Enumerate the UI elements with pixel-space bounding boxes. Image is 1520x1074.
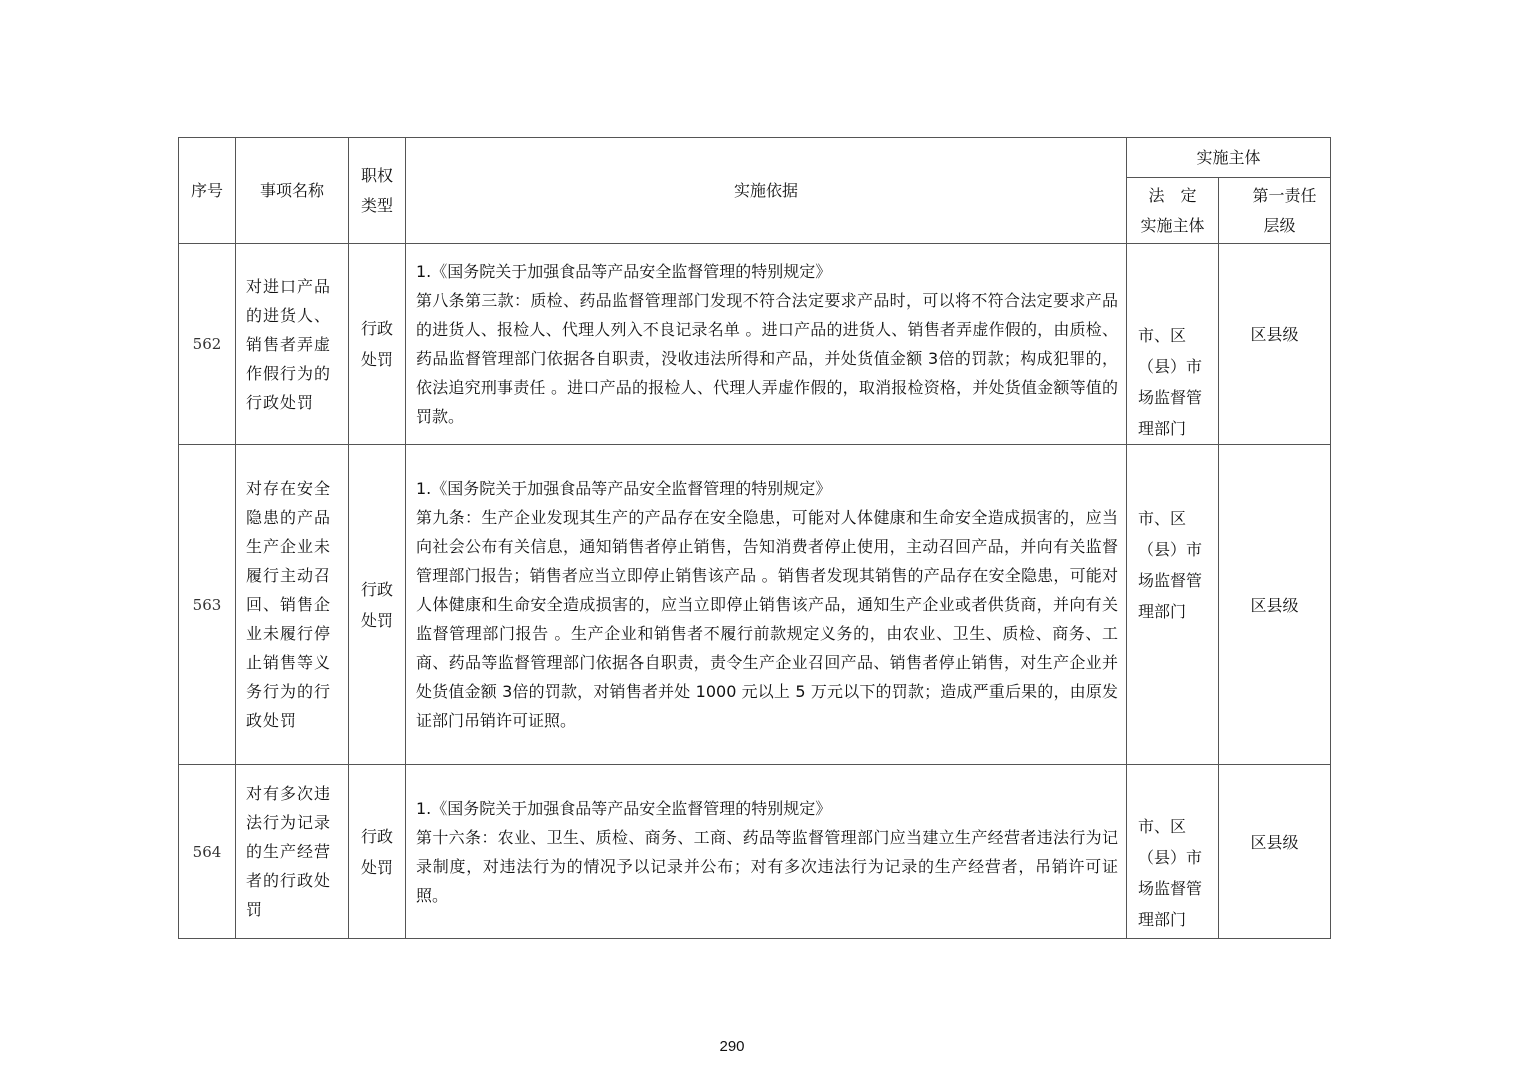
row-type-line2: 处罚: [360, 857, 393, 877]
header-legal-subject: [1127, 178, 1219, 244]
header-legal-line1: 法 定: [1148, 185, 1197, 205]
row-legal-subject: 市、区（县）市场监督管理部门: [1127, 244, 1219, 445]
row-legal-subject: 市、区（县）市场监督管理部门: [1127, 765, 1219, 939]
table-row: [179, 765, 1331, 939]
basis-text: 第八条第三款：质检、药品监督管理部门发现不符合法定要求产品时，可以将不符合法定要求产品的进货人、报检人、代理人列入不良记录名单 。进口产品的进货人、销售者弄虚作假的，由质检、药品监督管理部门依据各自职责，没收违法所得和产品，并处货值金额 3倍的罚款；构成犯罪的，依法追究刑事责任 。进口产品的报检人、代理人弄虚作假的，取消报检资格，并处货值金额等值的罚款。: [416, 291, 1118, 426]
row-authority-type: [349, 765, 406, 939]
table-row: [179, 244, 1331, 445]
row-responsibility-level: 区县级: [1219, 244, 1331, 445]
row-authority-type: [349, 244, 406, 445]
row-type-line2: 处罚: [360, 610, 393, 630]
header-type-line1: 职权: [360, 165, 393, 185]
header-level: [1219, 178, 1331, 244]
header-subject-group: 实施主体: [1127, 138, 1331, 178]
header-legal-line2: 实施主体: [1140, 215, 1205, 235]
header-level-line2: 层级: [1263, 215, 1296, 235]
row-index: 562: [179, 244, 236, 445]
row-item-name: 对有多次违法行为记录的生产经营者的行政处罚: [236, 765, 349, 939]
basis-title: 1.《国务院关于加强食品等产品安全监督管理的特别规定》: [416, 798, 832, 818]
header-name: 事项名称: [236, 138, 349, 244]
basis-title: 1.《国务院关于加强食品等产品安全监督管理的特别规定》: [416, 262, 832, 281]
row-index: 563: [179, 445, 236, 765]
basis-text: 第九条：生产企业发现其生产的产品存在安全隐患，可能对人体健康和生命安全造成损害的，应当向社会公布有关信息，通知销售者停止销售，告知消费者停止使用，主动召回产品，并向有关监督管理部门报告；销售者应当立即停止销售该产品 。销售者发现其销售的产品存在安全隐患，可能对人体健康和生命安全造成损害的，应当立即停止销售该产品，通知生产企业或者供货商，并向有关监督管理部门报告 。生产企业和销售者不履行前款规定义务的，由农业、卫生、质检、商务、工商、药品等监督管理部门依据各自职责，责令生产企业召回产品、销售者停止销售，对生产企业并处货值金额 3倍的罚款，对销售者并处 1000 元以上 5 万元以下的罚款；造成严重后果的，由原发证部门吊销许可证照。: [416, 508, 1118, 730]
header-type-line2: 类型: [360, 195, 393, 215]
header-level-line1: 第一责任: [1252, 185, 1317, 205]
row-basis: [406, 765, 1127, 939]
row-type-line1: 行政: [360, 579, 393, 599]
row-item-name: 对进口产品的进货人、销售者弄虚作假行为的行政处罚: [236, 244, 349, 445]
row-type-line1: 行政: [360, 319, 393, 338]
row-index: 564: [179, 765, 236, 939]
row-type-line1: 行政: [360, 826, 393, 846]
row-responsibility-level: 区县级: [1219, 765, 1331, 939]
page-number: 290: [719, 1038, 745, 1055]
row-basis: [406, 244, 1127, 445]
row-legal-subject: 市、区（县）市场监督管理部门: [1127, 445, 1219, 765]
row-type-line2: 处罚: [360, 350, 393, 369]
basis-title: 1.《国务院关于加强食品等产品安全监督管理的特别规定》: [416, 479, 832, 498]
header-basis: 实施依据: [406, 138, 1127, 244]
row-item-name: 对存在安全隐患的产品生产企业未履行主动召回、销售企业未履行停止销售等义务行为的行政处罚: [236, 445, 349, 765]
header-index: 序号: [179, 138, 236, 244]
authority-table: [178, 137, 1331, 939]
table-row: [179, 445, 1331, 765]
basis-text: 第十六条：农业、卫生、质检、商务、工商、药品等监督管理部门应当建立生产经营者违法行为记录制度，对违法行为的情况予以记录并公布；对有多次违法行为记录的生产经营者，吊销许可证照。: [416, 827, 1118, 905]
row-responsibility-level: 区县级: [1219, 445, 1331, 765]
row-basis: [406, 445, 1127, 765]
row-authority-type: [349, 445, 406, 765]
header-type: [349, 138, 406, 244]
